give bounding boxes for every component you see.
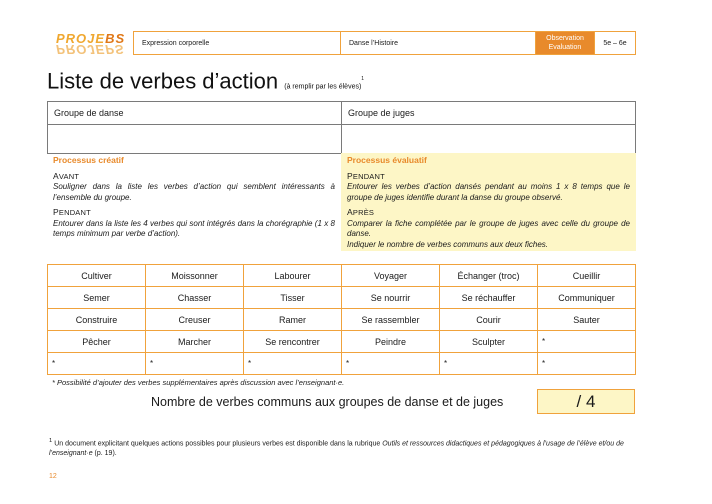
dance-group-field[interactable]: [48, 125, 342, 154]
creative-during-text: Entourer dans la liste les 4 verbes qui sont intégrés dans la chorégraphie (1 x 8 temps minimum par verbe d’action).: [53, 218, 335, 238]
evaluative-process-box: [341, 153, 636, 251]
evaluative-during-text: Entourer les verbes d’action dansés pendant au moins 1 x 8 temps que le groupe de juges identifie durant la danse du groupe observé.: [347, 182, 630, 202]
additional-verbs-note: * Possibilité d’ajouter des verbes supplémentaires après discussion avec l’enseignant·e.: [52, 378, 345, 387]
verb-cell[interactable]: Pêcher: [48, 331, 146, 353]
verb-cell[interactable]: Construire: [48, 309, 146, 331]
page-title: Liste de verbes d’action (à remplir par les élèves)$^1$: [47, 68, 365, 94]
judges-group-header: Groupe de juges: [342, 102, 636, 125]
extra-verb-cell[interactable]: *: [146, 353, 244, 375]
verb-cell[interactable]: Courir: [440, 309, 538, 331]
header-activity: Observation Evaluation: [535, 31, 595, 55]
extra-verb-cell[interactable]: *: [48, 353, 146, 375]
dance-group-header: Groupe de danse: [48, 102, 342, 125]
verb-cell[interactable]: Se rencontrer: [244, 331, 342, 353]
header-subject: Expression corporelle: [133, 31, 341, 55]
extra-verb-cell[interactable]: *: [538, 353, 636, 375]
table-row: [48, 353, 636, 375]
verb-cell[interactable]: Sauter: [538, 309, 636, 331]
evaluative-process-title: Processus évaluatif: [347, 155, 427, 165]
verb-cell[interactable]: Cultiver: [48, 265, 146, 287]
header-sequence: Danse l’Histoire: [340, 31, 536, 55]
common-verbs-score-field[interactable]: / 4: [537, 389, 635, 414]
verb-cell[interactable]: Se réchauffer: [440, 287, 538, 309]
creative-process-box: [47, 153, 341, 251]
verb-cell[interactable]: Moissonner: [146, 265, 244, 287]
table-row: [48, 309, 636, 331]
title-subtitle: (à remplir par les élèves): [284, 83, 362, 91]
verb-cell[interactable]: Ramer: [244, 309, 342, 331]
common-verbs-label: Nombre de verbes communs aux groupes de danse et de juges: [151, 395, 504, 409]
extra-verb-cell[interactable]: *: [538, 331, 636, 353]
page-number: 12: [49, 473, 57, 480]
verb-cell[interactable]: Semer: [48, 287, 146, 309]
extra-verb-cell[interactable]: *: [244, 353, 342, 375]
creative-process-title: Processus créatif: [53, 155, 124, 165]
verb-cell[interactable]: Peindre: [342, 331, 440, 353]
verb-cell[interactable]: Creuser: [146, 309, 244, 331]
extra-verb-cell[interactable]: *: [440, 353, 538, 375]
judges-group-field[interactable]: [342, 125, 636, 154]
table-row: [48, 265, 636, 287]
evaluative-after-text: Comparer la fiche complétée par le groupe de juges avec celle du groupe de danse.: [347, 218, 630, 238]
groups-table: [47, 101, 636, 154]
table-row: [48, 287, 636, 309]
evaluative-after-text-2: Indiquer le nombre de verbes communs aux deux fiches.: [347, 239, 548, 249]
footnote: $^1$ Un document explicitant quelques actions possibles pour plusieurs verbes est disponible dans la rubrique Outils et ressources didactiques et pédagogiques à l’usage de l’élève et/ou de l’enseignant·e (p. 19).: [49, 438, 624, 458]
verb-cell[interactable]: Tisser: [244, 287, 342, 309]
verb-cell[interactable]: Voyager: [342, 265, 440, 287]
creative-during-label: PENDANT: [53, 207, 91, 217]
table-row: [48, 331, 636, 353]
header-grade: 5e – 6e: [594, 31, 636, 55]
verb-cell[interactable]: Échanger (troc): [440, 265, 538, 287]
verbs-table: [47, 264, 636, 375]
extra-verb-cell[interactable]: *: [342, 353, 440, 375]
evaluative-after-label: APRÈS: [347, 207, 375, 217]
verb-cell[interactable]: Se rassembler: [342, 309, 440, 331]
verb-cell[interactable]: Communiquer: [538, 287, 636, 309]
creative-before-text: Souligner dans la liste les verbes d’action qui semblent intéressants à l’ensemble du groupe.: [53, 182, 335, 202]
verb-cell[interactable]: Chasser: [146, 287, 244, 309]
verb-cell[interactable]: Sculpter: [440, 331, 538, 353]
verb-cell[interactable]: Se nourrir: [342, 287, 440, 309]
verb-cell[interactable]: Marcher: [146, 331, 244, 353]
projeps-logo: PROJEBS PROJEPS: [56, 31, 126, 57]
verb-cell[interactable]: Cueillir: [538, 265, 636, 287]
evaluative-during-label: PENDANT: [347, 170, 385, 181]
verb-cell[interactable]: Labourer: [244, 265, 342, 287]
creative-before-label: AVANT: [53, 170, 80, 181]
